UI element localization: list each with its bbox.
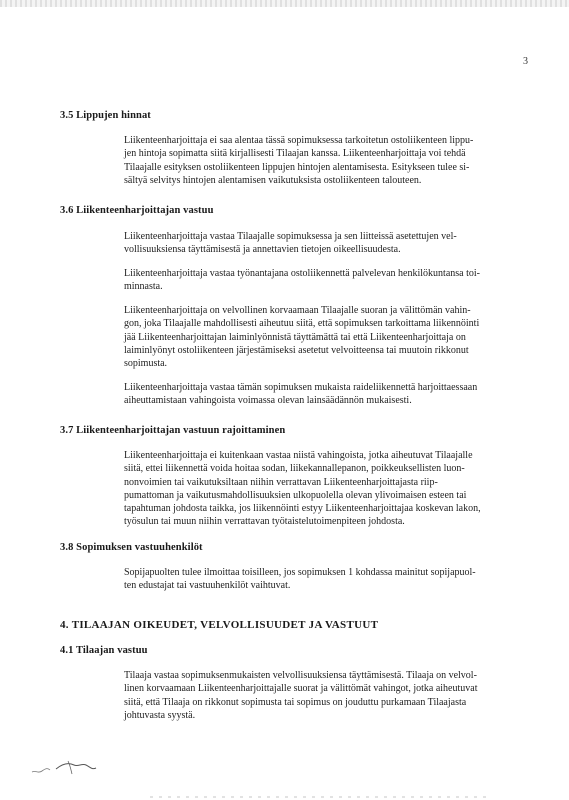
text-line: Tilaajalle esityksen ostoliikenteen lippujen hintojen alentamisesta. Esitykseen tulee si- bbox=[124, 161, 470, 173]
text-line: Liikenteenharjoittaja vastaa Tilaajalle sopimuksessa ja sen liitteissä asetettujen vel- bbox=[124, 231, 457, 242]
text-line: johtuvasta syystä. bbox=[124, 709, 196, 721]
text-line: Tilaaja vastaa sopimuksenmukaisten velvollisuuksiensa täyttämisestä. Tilaaja on velvol- bbox=[124, 670, 477, 681]
text-line: laiminlyönyt ostoliikenteen järjestämiseksi asetetut velvoitteensa tai muutoin rikkonut bbox=[124, 344, 469, 356]
text-line: Liikenteenharjoittaja vastaa työnantajana ostoliikennettä palvelevan henkilökuntansa toi- bbox=[124, 268, 480, 279]
signature-mark bbox=[28, 752, 108, 778]
text-line: tapahtuman johdosta taikka, jos liikennöinti estyy Liikenteenharjoittajaa koskevan lakon, bbox=[124, 503, 481, 515]
text-line: Liikenteenharjoittaja ei kuitenkaan vastaa niistä vahingoista, jotka aiheutuvat Tilaajalle bbox=[124, 450, 473, 461]
text-line: nonvoimien tai vaikutuksiltaan niihin verrattavan Liikenteenharjoittajasta riip- bbox=[124, 476, 438, 488]
text-line: aiheuttamistaan vahingoista voimassa olevan lainsäädännön mukaisesti. bbox=[124, 395, 412, 407]
text-line: pumattoman ja vaikutusmahdollisuuksien ulkopuolella olevan ylivoimaisen esteen tai bbox=[124, 489, 467, 501]
text-line: työsulun tai muun niihin verrattavan työtaistelutoimenpiteen johdosta. bbox=[124, 516, 405, 528]
text-line: linen korvaamaan Liikenteenharjoittajalle suorat ja välittömät vahingot, jotka aiheutuvat bbox=[124, 683, 478, 695]
text-line: siitä, että Tilaaja on rikkonut sopimusta tai sopimus on jouduttu purkamaan Tilaajasta bbox=[124, 696, 467, 708]
text-line: sältyä selvitys hintojen alentamisen vaikutuksista ostoliikenteen talouteen. bbox=[124, 174, 422, 186]
text-line: gon, joka Tilaajalle mahdollisesti aiheutuu siitä, että sopimuksen tarkoittama liikennöinti bbox=[124, 318, 480, 330]
paragraph-3-6-2 bbox=[124, 267, 529, 294]
paragraph-3-6-3 bbox=[124, 304, 529, 370]
text-line: siitä, ettei liikennettä voida hoitaa sodan, liikekannallepanon, poikkeuksellisten luon- bbox=[124, 463, 465, 475]
text-line: Liikenteenharjoittaja on velvollinen korvaamaan Tilaajalle suoran ja välittömän vahin- bbox=[124, 305, 471, 316]
paragraph-3-5-1 bbox=[124, 134, 529, 187]
text-line: jää Liikenteenharjoittajan laiminlyönnistä täyttämättä tai että Liikenteenharjoittaja on bbox=[124, 331, 466, 343]
scan-edge-bottom bbox=[150, 796, 490, 798]
heading-3-6: 3.6 Liikenteenharjoittajan vastuu bbox=[60, 205, 214, 216]
heading-4: 4. TILAAJAN OIKEUDET, VELVOLLISUUDET JA VASTUUT bbox=[60, 619, 379, 631]
paragraph-3-6-4 bbox=[124, 381, 529, 408]
paragraph-4-1-1 bbox=[124, 669, 529, 722]
heading-3-7: 3.7 Liikenteenharjoittajan vastuun rajoittaminen bbox=[60, 425, 286, 436]
text-line: ten edustajat tai vastuuhenkilöt vaihtuvat. bbox=[124, 580, 291, 592]
text-line: minnasta. bbox=[124, 281, 163, 293]
paragraph-3-6-1 bbox=[124, 230, 529, 257]
heading-4-1: 4.1 Tilaajan vastuu bbox=[60, 645, 148, 656]
text-line: jen hintoja sopimatta siitä kirjallisesti Tilaajan kanssa. Liikenteenharjoittaja voi tehdä bbox=[124, 148, 466, 160]
text-line: Liikenteenharjoittaja vastaa tämän sopimuksen mukaista raideliikennettä harjoittaessaan bbox=[124, 382, 478, 393]
text-line: Sopijapuolten tulee ilmoittaa toisilleen, jos sopimuksen 1 kohdassa mainitut sopijapuol- bbox=[124, 567, 476, 578]
scan-edge-top bbox=[0, 0, 569, 7]
heading-3-8: 3.8 Sopimuksen vastuuhenkilöt bbox=[60, 542, 203, 553]
text-line: sopimusta. bbox=[124, 358, 168, 370]
page-number: 3 bbox=[523, 56, 528, 67]
heading-3-5: 3.5 Lippujen hinnat bbox=[60, 110, 151, 121]
paragraph-3-7-1 bbox=[124, 449, 529, 529]
text-line: Liikenteenharjoittaja ei saa alentaa tässä sopimuksessa tarkoitetun ostoliikenteen lippu- bbox=[124, 135, 474, 146]
paragraph-3-8-1 bbox=[124, 566, 529, 593]
text-line: vollisuuksiensa täyttämisestä ja annettavien tietojen oikeellisuudesta. bbox=[124, 244, 401, 256]
